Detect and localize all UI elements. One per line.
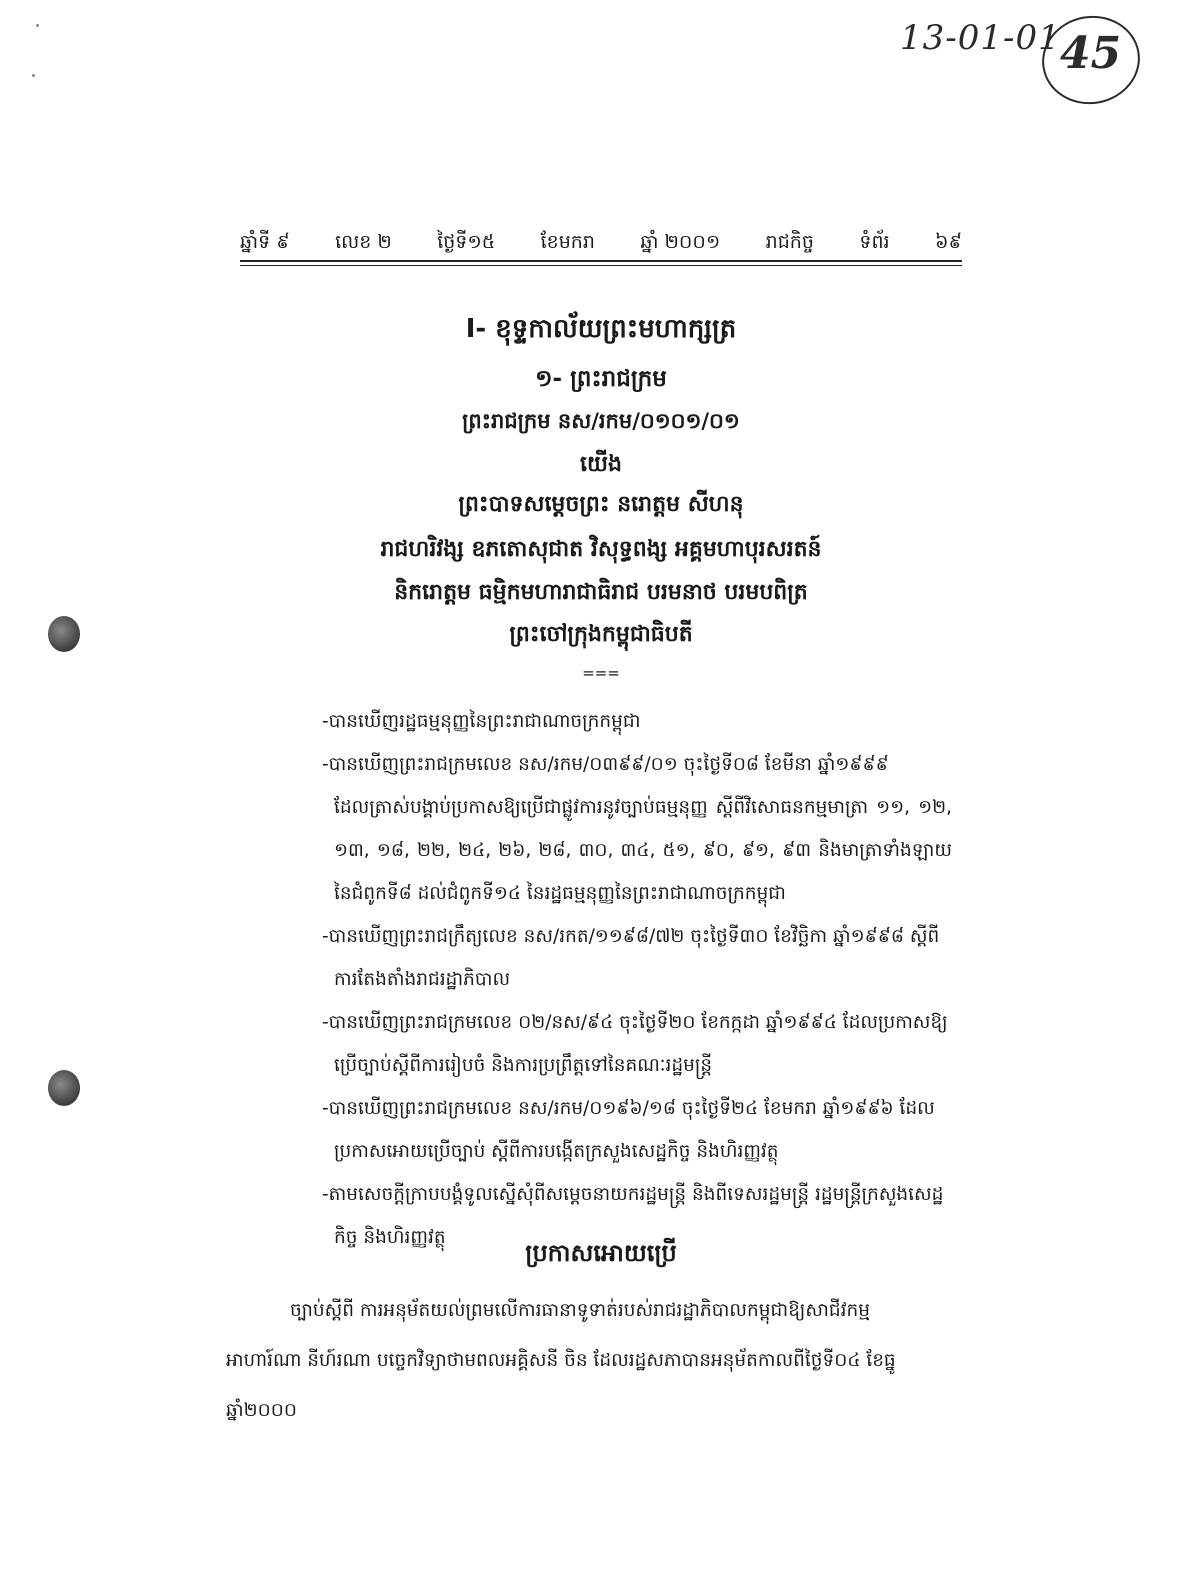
- punch-hole: [48, 1070, 80, 1106]
- header-gazette: រាជកិច្ច: [765, 231, 814, 253]
- header-page-label: ទំព័រ: [859, 231, 890, 253]
- archive-code: 13-01-01: [900, 18, 1061, 58]
- preamble-line: -បានឃើញព្រះរាជក្រមលេខ នស/រកម/០១៩៦/១៨ ចុះថ្ងៃទី២៤ ខែមករា ឆ្នាំ១៩៩៦ ដែល: [322, 1098, 935, 1119]
- preamble-line: -តាមសេចក្តីក្រាបបង្គំទូលស្នើសុំពីសម្តេចនាយករដ្ឋមន្ត្រី និងពីទេសរដ្ឋមន្ត្រី រដ្ឋមន្ត្រីក្រសួងសេដ្ឋ: [322, 1184, 944, 1205]
- header-page-number: ៦៩: [935, 231, 962, 253]
- preamble-line: -បានឃើញព្រះរាជក្រមលេខ នស/រកម/០៣៩៩/០១ ចុះថ្ងៃទី០៨ ខែមីនា ឆ្នាំ១៩៩៩: [322, 754, 889, 775]
- king-title-line-3: និករោត្តម ធម្មិកមហារាជាធិរាជ បរមនាថ បរមបពិត្រ: [394, 580, 808, 605]
- preamble-item: [322, 700, 952, 743]
- header-month: ខែមករា: [540, 231, 595, 253]
- preamble-item: [322, 1001, 952, 1087]
- king-title-line-2: រាជហរិវង្ស ឧភតោសុជាត វិសុទ្ធពង្ស អគ្គមហាបុរសរតន៍: [380, 537, 822, 562]
- we-heading: យើង: [580, 452, 622, 477]
- preamble-item: [322, 1087, 952, 1173]
- header-yr: ឆ្នាំ ២០០១: [640, 231, 721, 253]
- punch-hole: [48, 616, 80, 652]
- preamble-list: [322, 700, 952, 1259]
- scan-speck: [32, 74, 35, 77]
- header-date: ថ្ងៃទី១៥: [437, 231, 496, 253]
- section-title: I- ខុទ្ទកាល័យព្រះមហាក្សត្រ: [465, 314, 737, 344]
- header-year: ឆ្នាំទី ៩: [240, 231, 290, 253]
- preamble-line: -បានឃើញរដ្ឋធម្មនុញ្ញនៃព្រះរាជាណាចក្រកម្ពុជា: [322, 711, 641, 732]
- preamble-continuation: កិច្ច និងហិរញ្ញវត្ថុ: [334, 1227, 446, 1248]
- preamble-line: -បានឃើញព្រះរាជក្រឹត្យលេខ នស/រកត/១១៩៨/៧២ ចុះថ្ងៃទី៣០ ខែវិច្ឆិកា ឆ្នាំ១៩៩៨ ស្តីពី: [322, 926, 940, 947]
- preamble-continuation: ប្រកាសអោយប្រើច្បាប់ ស្តីពីការបង្កើតក្រសួងសេដ្ឋកិច្ច និងហិរញ្ញវត្ថុ: [334, 1141, 779, 1162]
- archive-stamp: [900, 14, 1150, 104]
- preamble-continuation: ដែលត្រាស់បង្គាប់ប្រកាសឱ្យប្រើជាផ្លូវការនូវច្បាប់ធម្មនុញ្ញ ស្តីពីវិសោធនកម្មមាត្រា ១១, ១២, ១៣, ១៨, ២២, ២៤, ២៦, ២៨, ៣០, ៣៤, ៥១, ៩០, ៩១, ៩៣ និងមាត្រាទាំងឡាយ នៃជំពូកទី៨ ដល់ជំពូកទី១៤ នៃរដ្ឋធម្មនុញ្ញនៃព្រះរាជាណាចក្រកម្ពុជា: [334, 797, 952, 904]
- archive-number: 45: [1060, 28, 1122, 79]
- header-rule-thin: [240, 265, 962, 266]
- king-title-line-1: ព្រះបាទសម្តេចព្រះ នរោត្តម សីហនុ: [458, 492, 744, 517]
- promulgation-heading: ប្រកាសអោយប្រើ: [525, 1239, 677, 1267]
- preamble-line: -បានឃើញព្រះរាជក្រមលេខ ០២/នស/៩៤ ចុះថ្ងៃទី២០ ខែកក្កដា ឆ្នាំ១៩៩៤ ដែលប្រកាសឱ្យ: [322, 1012, 948, 1033]
- gazette-header: [240, 222, 962, 258]
- separator: ===: [582, 664, 620, 682]
- header-issue: លេខ ២: [335, 231, 392, 253]
- decree-number: ព្រះរាជក្រម នស/រកម/០១០១/០១: [462, 409, 740, 433]
- body-line-2: អាហារ៍ណា នីហ៍រណា បច្ចេកវិទ្យាថាមពលអគ្គិសនី ចិន ដែលរដ្ឋសភាបានអនុម័តកាលពីថ្ងៃទី០៤ ខែធ្នូ ឆ្នាំ២០០០: [226, 1350, 896, 1421]
- subsection-title: ១- ព្រះរាជក្រម: [535, 366, 667, 392]
- preamble-item: [322, 743, 952, 915]
- body-paragraph: [226, 1286, 956, 1436]
- scan-speck: [36, 24, 39, 27]
- preamble-continuation: ការតែងតាំងរាជរដ្ឋាភិបាល: [334, 969, 511, 990]
- header-rule: [240, 260, 962, 262]
- body-line-1: ច្បាប់ស្តីពី ការអនុម័តយល់ព្រមលើការធានាទូទាត់របស់រាជរដ្ឋាភិបាលកម្ពុជាឱ្យសាជីវកម្ម: [290, 1300, 870, 1321]
- preamble-item: [322, 915, 952, 1001]
- preamble-continuation: ប្រើច្បាប់ស្តីពីការរៀបចំ និងការប្រព្រឹត្តទៅនៃគណៈរដ្ឋមន្ត្រី: [334, 1055, 713, 1076]
- king-title-line-4: ព្រះចៅក្រុងកម្ពុជាធិបតី: [509, 622, 693, 647]
